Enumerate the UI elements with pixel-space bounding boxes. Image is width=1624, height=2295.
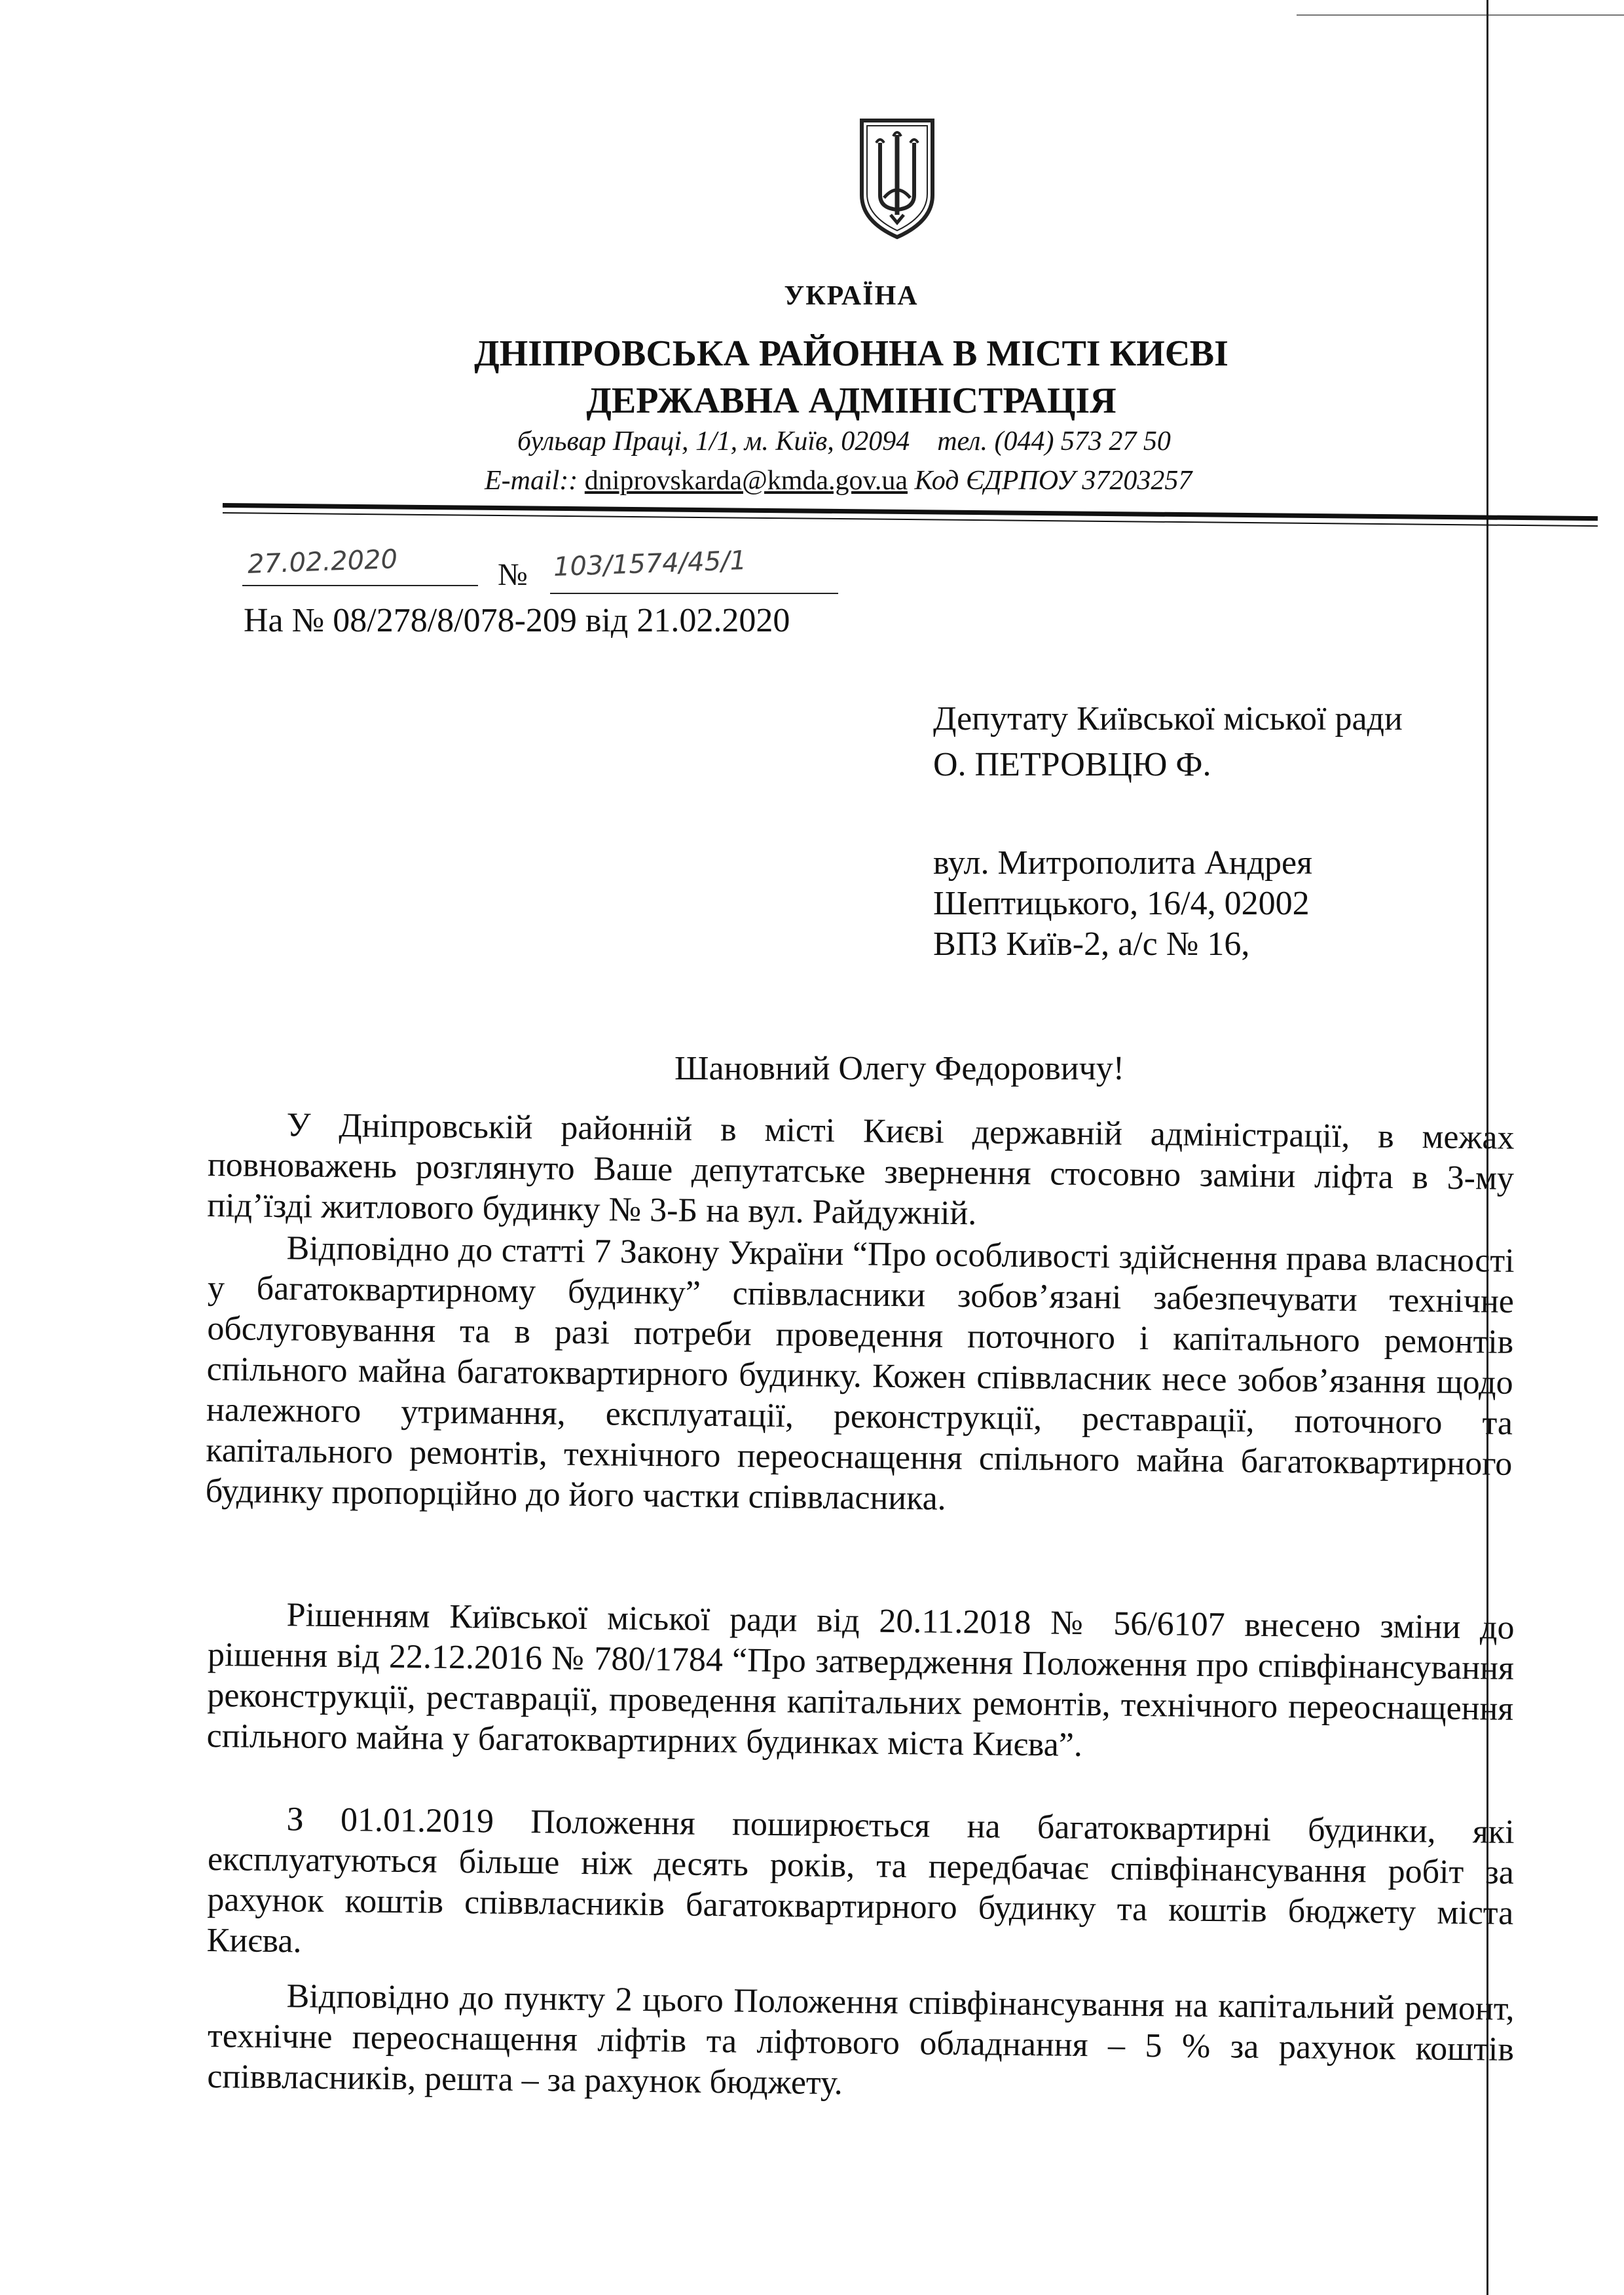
registration-number: 103/1574/45/1 — [553, 545, 747, 583]
organization-name-line1: ДНІПРОВСЬКА РАЙОННА В МІСТІ КИЄВІ — [474, 333, 1228, 374]
scan-edge-line — [1297, 14, 1624, 16]
registration-number-underline — [550, 593, 838, 594]
addressee-building: Шептицького, 16/4, 02002 — [933, 885, 1310, 922]
addressee-name: О. ПЕТРОВЦЮ Ф. — [933, 746, 1211, 783]
postal-address: бульвар Праці, 1/1, м. Київ, 02094 — [517, 426, 910, 457]
addressee-position: Депутату Київської міської ради — [933, 700, 1403, 737]
addressee-street: вул. Митрополита Андрея — [933, 844, 1313, 882]
number-sign: № — [498, 557, 528, 592]
body-paragraph-3 — [206, 1594, 1514, 1770]
body-paragraph-3-text: Рішенням Київської міської ради від 20.11.2018 № 56/6107 внесено зміни до рішення від 22.12.2016 № 780/1784 “Про затвердження Положення про співфінансування реконструкції, реставрації, проведення капітальних ремонтів, технічного переоснащення спільного майна у багатоквартирних будинках міста Києва”. — [206, 1596, 1515, 1764]
header-divider-thick — [223, 503, 1598, 521]
body-paragraph-4-text: З 01.01.2019 Положення поширюється на багатоквартирні будинки, які експлуатуються більше ніж десять років, та передбачає співфінансування робіт за рахунок коштів співвласників багатоквартирного будинку та коштів бюджету міста Києва. — [206, 1801, 1515, 1960]
country-name: УКРАЇНА — [784, 281, 919, 311]
edrpou-code: Код ЄДРПОУ 37203257 — [914, 466, 1192, 496]
reference-line: На № 08/278/8/078-209 від 21.02.2020 — [244, 602, 790, 639]
email-link[interactable]: dniprovskarda@kmda.gov.ua — [584, 466, 908, 496]
contact-line — [485, 465, 1192, 496]
body-paragraph-1-text: У Дніпровській районній в місті Києві державній адміністрації, в межах повноважень розглянуто Ваше депутатське звернення стосовно заміни ліфта в 3-му під’їзді житлового будинку № 3-Б на вул. Райдужній. — [207, 1106, 1515, 1233]
salutation: Шановний Олегу Федоровичу! — [674, 1050, 1125, 1087]
coat-of-arms-icon — [858, 117, 936, 241]
addressee-post-office: ВПЗ Київ-2, а/с № 16, — [933, 925, 1250, 963]
postal-address-line — [517, 426, 1171, 457]
body-paragraph-5 — [207, 1975, 1515, 2111]
email-label: E-mail:: — [485, 466, 578, 496]
registration-date: 27.02.2020 — [247, 544, 398, 580]
body-paragraph-5-text: Відповідно до пункту 2 цього Положення співфінансування на капітальний ремонт, технічне переоснащення ліфтів та ліфтового обладнання – 5 % за рахунок коштів співвласників, решта – за рахунок бюджету. — [207, 1977, 1515, 2102]
phone-number: тел. (044) 573 27 50 — [937, 426, 1171, 457]
body-paragraph-2-text: Відповідно до статті 7 Закону України “Про особливості здійснення права власності у багатоквартирному будинку” співвласники зобов’язані забезпечувати технічне обслуговування та в разі потреби проведення поточного і капітального ремонтів спільного майна багатоквартирного будинку. Кожен співвласник несе зобов’язання щодо належного утримання, експлуатації, реконструкції, реставрації, поточного та капітального ремонтів, технічного переоснащення спільного майна багатоквартирного будинку пропорційно до його частки співвласника. — [205, 1229, 1515, 1518]
organization-name-line2: ДЕРЖАВНА АДМІНІСТРАЦІЯ — [586, 381, 1116, 421]
body-paragraph-1 — [207, 1104, 1515, 1240]
body-paragraph-2 — [205, 1227, 1514, 1525]
registration-date-underline — [242, 585, 478, 586]
body-paragraph-4 — [206, 1799, 1514, 1975]
